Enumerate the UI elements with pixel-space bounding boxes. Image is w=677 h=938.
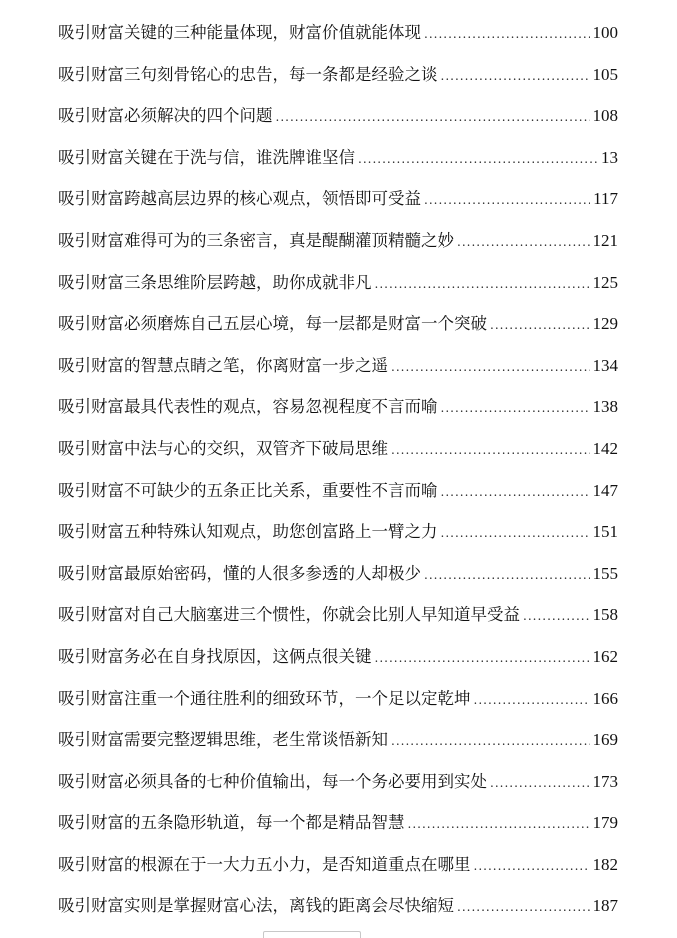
toc-entry[interactable]: [58, 885, 618, 927]
toc-entry[interactable]: [58, 12, 618, 54]
toc-entry-page-number: 147: [592, 480, 618, 500]
toc-dot-leader: [276, 97, 590, 137]
toc-dot-leader: [490, 305, 590, 345]
toc-dot-leader: [358, 139, 598, 179]
toc-entry-title: 吸引财富最原始密码，懂的人很多参透的人却极少: [58, 563, 421, 583]
toc-entry-title: 吸引财富的根源在于一大力五小力，是否知道重点在哪里: [58, 854, 471, 874]
toc-entry-page-number: 121: [592, 230, 618, 250]
toc-entry-title: 吸引财富三条思维阶层跨越，助你成就非凡: [58, 272, 372, 292]
toc-entry-page-number: 138: [592, 397, 618, 417]
toc-dot-leader: [457, 887, 590, 927]
toc-entry[interactable]: [58, 636, 618, 678]
toc-entry-page-number: 142: [592, 438, 618, 458]
toc-entry-title: 吸引财富五种特殊认知观点，助您创富路上一臂之力: [58, 522, 438, 542]
toc-entry-page-number: 108: [592, 106, 618, 126]
toc-entry-page-number: 169: [592, 730, 618, 750]
toc-entry-page-number: 117: [593, 189, 618, 209]
toc-entry-title: 吸引财富难得可为的三条密言，真是醍醐灌顶精髓之妙: [58, 230, 454, 250]
toc-dot-leader: [391, 347, 590, 387]
toc-dot-leader: [474, 846, 590, 886]
toc-entry-title: 吸引财富必须磨炼自己五层心境，每一层都是财富一个突破: [58, 314, 487, 334]
toc-entry-title: 吸引财富注重一个通往胜利的细致环节，一个足以定乾坤: [58, 688, 471, 708]
toc-entry[interactable]: [58, 553, 618, 595]
toc-entry-page-number: 158: [592, 605, 618, 625]
toc-entry-page-number: 182: [592, 854, 618, 874]
toc-dot-leader: [441, 472, 590, 512]
toc-entry-title: 吸引财富的智慧点睛之笔，你离财富一步之遥: [58, 355, 388, 375]
table-of-contents: [58, 12, 618, 927]
toc-dot-leader: [441, 56, 590, 96]
toc-dot-leader: [441, 388, 590, 428]
toc-entry[interactable]: [58, 844, 618, 886]
toc-dot-leader: [457, 222, 590, 262]
toc-entry-page-number: 105: [592, 64, 618, 84]
toc-entry[interactable]: [58, 511, 618, 553]
toc-entry-title: 吸引财富的五条隐形轨道，每一个都是精品智慧: [58, 813, 405, 833]
toc-entry-page-number: 155: [592, 563, 618, 583]
toc-entry-page-number: 166: [592, 688, 618, 708]
toc-entry-title: 吸引财富必须具备的七种价值输出，每一个务必要用到实处: [58, 771, 487, 791]
toc-entry[interactable]: [58, 178, 618, 220]
toc-entry[interactable]: [58, 262, 618, 304]
toc-entry[interactable]: [58, 594, 618, 636]
toc-entry-title: 吸引财富最具代表性的观点，容易忽视程度不言而喻: [58, 397, 438, 417]
toc-entry[interactable]: [58, 220, 618, 262]
toc-entry-page-number: 179: [592, 813, 618, 833]
toc-entry-page-number: 134: [592, 355, 618, 375]
toc-entry[interactable]: [58, 719, 618, 761]
toc-entry-title: 吸引财富关键在于洗与信，谁洗牌谁坚信: [58, 147, 355, 167]
toc-dot-leader: [424, 555, 590, 595]
toc-entry[interactable]: [58, 386, 618, 428]
toc-entry-page-number: 13: [601, 147, 618, 167]
toc-entry-title: 吸引财富关键的三种能量体现，财富价值就能体现: [58, 23, 421, 42]
toc-dot-leader: [424, 14, 590, 54]
toc-entry[interactable]: [58, 470, 618, 512]
toc-entry-title: 吸引财富对自己大脑塞进三个惯性，你就会比别人早知道早受益: [58, 605, 520, 625]
toc-entry[interactable]: [58, 345, 618, 387]
toc-entry-page-number: 100: [592, 23, 618, 42]
toc-dot-leader: [375, 638, 590, 678]
toc-dot-leader: [523, 596, 590, 636]
toc-dot-leader: [424, 180, 590, 220]
toc-dot-leader: [408, 804, 590, 844]
toc-entry[interactable]: [58, 678, 618, 720]
toc-entry-page-number: 151: [592, 522, 618, 542]
toc-entry-page-number: 187: [592, 896, 618, 916]
toc-entry-title: 吸引财富跨越高层边界的核心观点，领悟即可受益: [58, 189, 421, 209]
toc-entry[interactable]: [58, 761, 618, 803]
toc-dot-leader: [391, 721, 590, 761]
toc-entry-page-number: 173: [592, 771, 618, 791]
toc-dot-leader: [474, 680, 590, 720]
toc-dot-leader: [490, 763, 590, 803]
toc-entry-title: 吸引财富务必在自身找原因，这俩点很关键: [58, 646, 372, 666]
toc-entry[interactable]: [58, 303, 618, 345]
toc-dot-leader: [375, 264, 590, 304]
toc-entry[interactable]: [58, 54, 618, 96]
toc-entry-title: 吸引财富中法与心的交织，双管齐下破局思维: [58, 438, 388, 458]
toc-entry[interactable]: [58, 137, 618, 179]
toc-dot-leader: [441, 513, 590, 553]
toc-entry-title: 吸引财富实则是掌握财富心法，离钱的距离会尽快缩短: [58, 896, 454, 916]
toc-entry-page-number: 129: [592, 314, 618, 334]
toc-entry-title: 吸引财富需要完整逻辑思维，老生常谈悟新知: [58, 730, 388, 750]
toc-entry-title: 吸引财富不可缺少的五条正比关系，重要性不言而喻: [58, 480, 438, 500]
toc-entry[interactable]: [58, 802, 618, 844]
toc-dot-leader: [391, 430, 590, 470]
toc-entry-title: 吸引财富三句刻骨铭心的忠告，每一条都是经验之谈: [58, 64, 438, 84]
toc-entry[interactable]: [58, 95, 618, 137]
toc-entry-page-number: 162: [592, 646, 618, 666]
toc-entry-page-number: 125: [592, 272, 618, 292]
toc-entry-title: 吸引财富必须解决的四个问题: [58, 106, 273, 126]
toc-entry[interactable]: [58, 428, 618, 470]
